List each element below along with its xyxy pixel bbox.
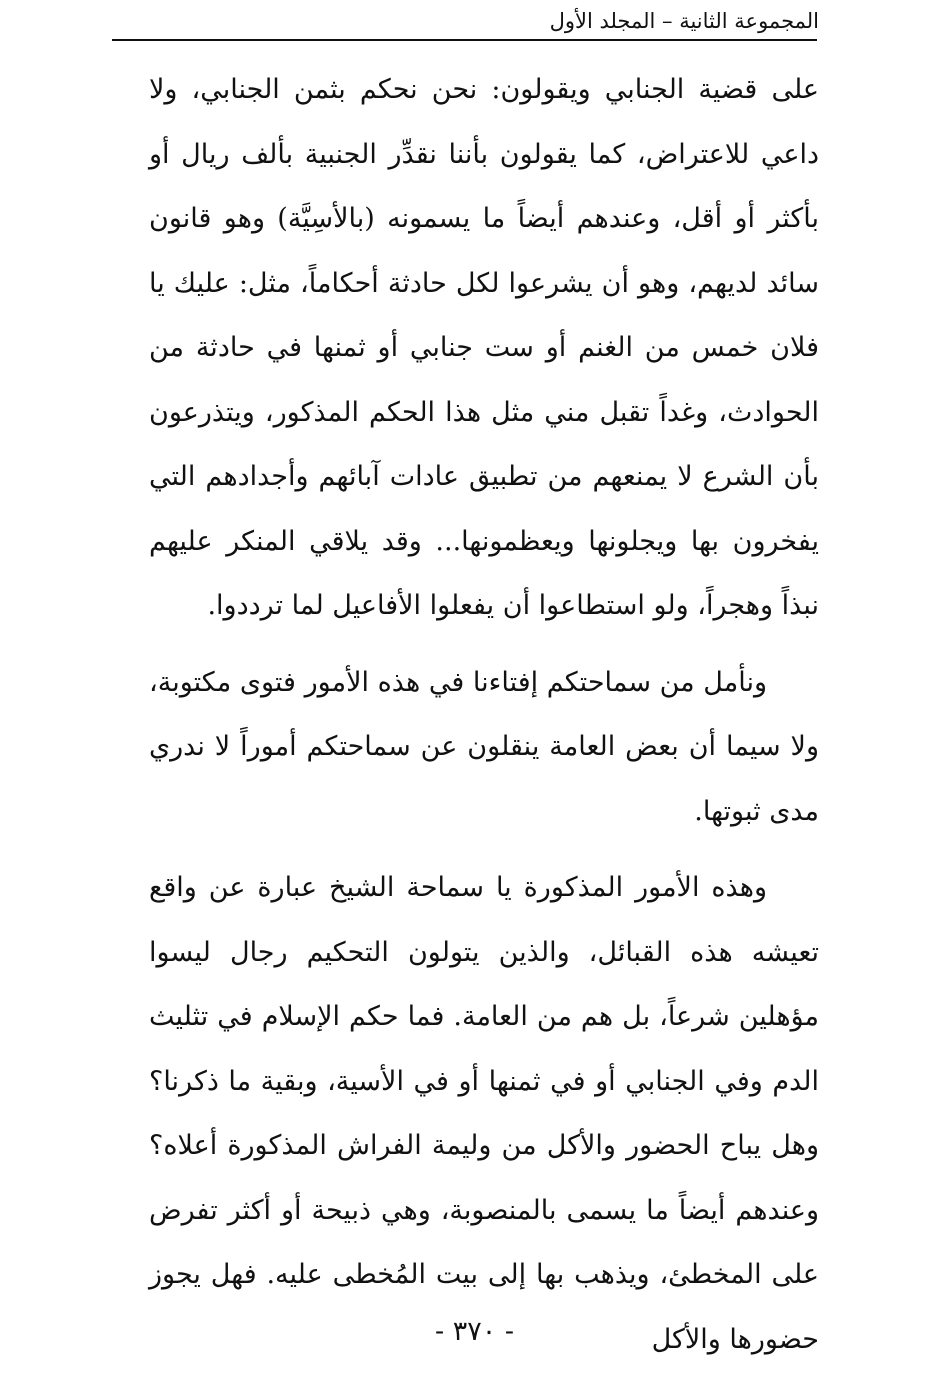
page-number: - ٣٧٠ -: [435, 1316, 514, 1347]
paragraph-3: وهذه الأمور المذكورة يا سماحة الشيخ عبارة عن واقع تعيشه هذه القبائل، والذين يتولون التحكيم رجال ليسوا مؤهلين شرعاً، بل هم من العامة. فما حكم الإسلام في تثليث الدم وفي الجنابي أو في ثمنها أو في الأسية، وبقية ما ذكرنا؟ وهل يباح الحضور والأكل من وليمة الفراش المذكورة أعلاه؟ وعندهم أيضاً ما يسمى بالمنصوبة، وهي ذبيحة أو أكثر تفرض على المخطئ، ويذهب بها إلى بيت المُخطى عليه. فهل يجوز حضورها والأكل: [149, 872, 819, 1355]
paragraph-1: على قضية الجنابي ويقولون: نحن نحكم بثمن الجنابي، ولا داعي للاعتراض، كما يقولون بأننا نقدِّر الجنبية بألف ريال أو بأكثر أو أقل، وعندهم أيضاً ما يسمونه (بالأسِيَّة) وهو قانون سائد لديهم، وهو أن يشرعوا لكل حادثة أحكاماً، مثل: عليك يا فلان خمس من الغنم أو ست جنابي أو ثمنها في حادثة من الحوادث، وغداً تقبل مني مثل هذا الحكم المذكور، ويتذرعون بأن الشرع لا يمنعهم من تطبيق عادات آبائهم وأجدادهم التي يفخرون بها ويجلونها ويعظمونها... وقد يلاقي المنكر عليهم نبذاً وهجراً، ولو استطاعوا أن يفعلوا الأفاعيل لما ترددوا.: [149, 74, 819, 621]
running-header: المجموعة الثانية – المجلد الأول: [549, 9, 819, 33]
body-text: [149, 58, 819, 1372]
header-rule: [112, 39, 817, 41]
paragraph-2: ونأمل من سماحتكم إفتاءنا في هذه الأمور فتوى مكتوبة، ولا سيما أن بعض العامة ينقلون عن سماحتكم أموراً لا ندري مدى ثبوتها.: [149, 666, 819, 827]
